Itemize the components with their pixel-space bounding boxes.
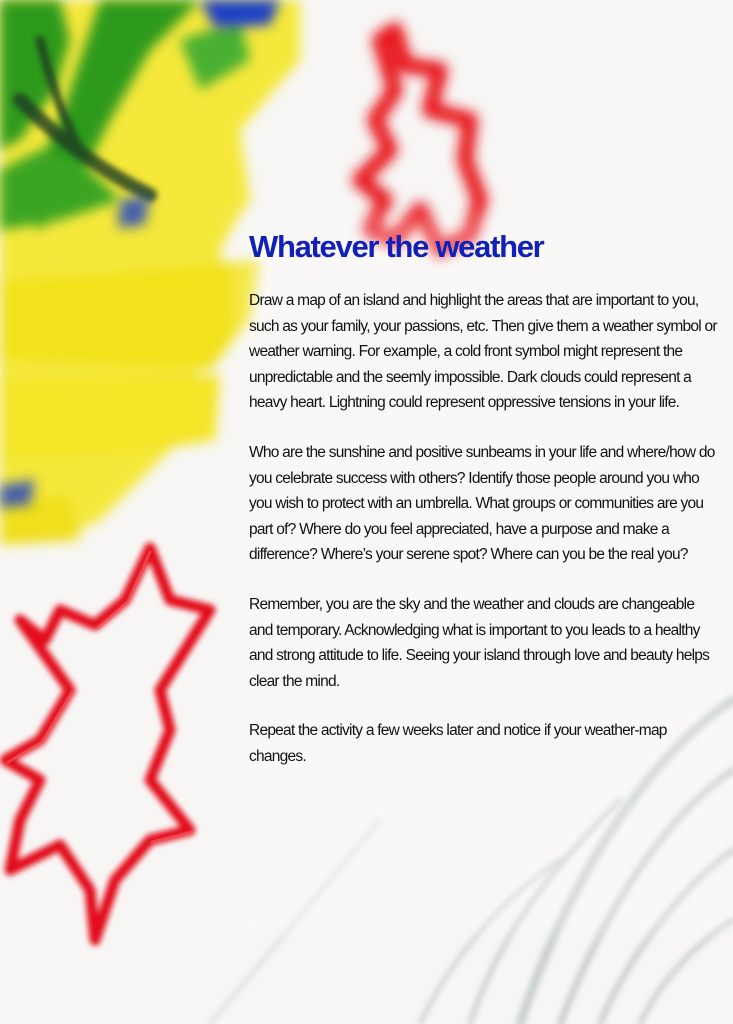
paragraph-3: Remember, you are the sky and the weather and clouds are changeable and temporary. Acknowledging what is important to you leads to a healthy and strong attitude to life. Seeing your island through love and beauty helps clear the mind. [249,595,710,690]
paragraph-1: Draw a map of an island and highlight the areas that are important to you, such as your family, your passions, etc. Then give them a weather symbol or weather warning. For example, a cold front symbol might represent the unpredictable and the seemly impossible. Dark clouds could represent a heavy heart. Lightning could represent oppressive tensions in your life. [249,292,717,412]
article [249,226,719,794]
page-title: Whatever the weather [249,229,544,264]
paragraph-2: Who are the sunshine and positive sunbeams in your life and where/how do you celebrate success with others? Identify those people around you who you wish to protect with an umbrella. What groups or communities are you part of? Where do you feel appreciated, have a purpose and make a difference? Where’s your serene spot? Where can you be the real you? [249,443,715,564]
paragraph-4: Repeat the activity a few weeks later and notice if your weather-map changes. [249,722,667,765]
